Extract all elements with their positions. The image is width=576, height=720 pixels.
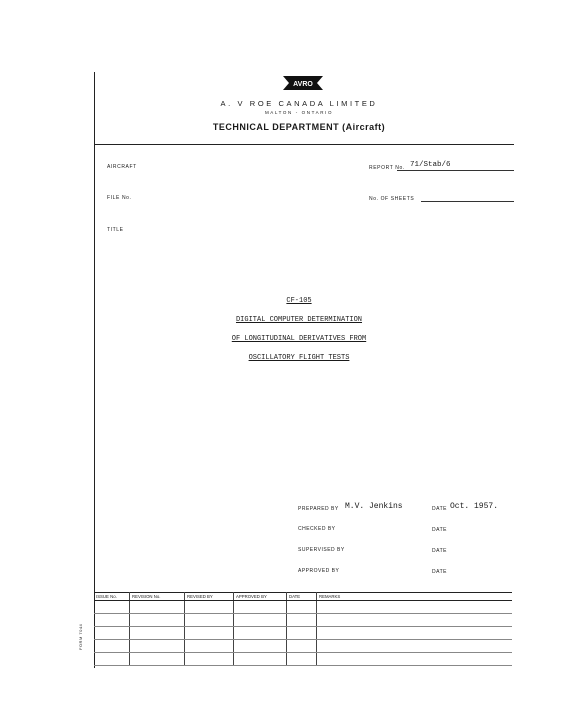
- avro-logo-icon: [281, 73, 325, 93]
- revision-table: [94, 592, 512, 666]
- supervised-by-label: SUPERVISED BY: [298, 547, 345, 553]
- title-line-2: DIGITAL COMPUTER DETERMINATION: [235, 316, 363, 324]
- department-title: TECHNICAL DEPARTMENT (Aircraft): [212, 122, 386, 132]
- title-line-1: CF-105: [286, 297, 312, 305]
- table-row: [94, 627, 512, 640]
- col-approved-by: APPROVED BY: [234, 593, 287, 601]
- table-row: [94, 614, 512, 627]
- aircraft-label: AIRCRAFT: [107, 164, 137, 170]
- sheets-field: [421, 193, 514, 202]
- col-revised-by: REVISED BY: [185, 593, 234, 601]
- company-location: MALTON - ONTARIO: [264, 110, 334, 115]
- prepared-by-label: PREPARED BY: [298, 506, 339, 512]
- col-date: DATE: [287, 593, 317, 601]
- sheets-label: No. OF SHEETS: [369, 196, 415, 202]
- report-no-label: REPORT No.: [369, 165, 405, 171]
- approved-date-label: DATE: [432, 569, 447, 575]
- report-no-value: 71/Stab/6: [410, 161, 451, 169]
- supervised-date-label: DATE: [432, 548, 447, 554]
- prepared-date-label: DATE: [432, 506, 447, 512]
- table-row: [94, 653, 512, 666]
- col-issue-no: ISSUE No.: [94, 593, 130, 601]
- form-number: FORM 7044: [78, 623, 83, 650]
- svg-text:AVRO: AVRO: [293, 81, 313, 88]
- table-row: [94, 601, 512, 614]
- title-line-4: OSCILLATORY FLIGHT TESTS: [248, 354, 350, 362]
- title-label: TITLE: [107, 227, 124, 233]
- table-row: [94, 640, 512, 653]
- title-line-3: OF LONGITUDINAL DERIVATIVES FROM: [231, 335, 367, 343]
- header-divider: [94, 144, 514, 145]
- left-margin-line: [94, 72, 95, 668]
- approved-by-label: APPROVED BY: [298, 568, 340, 574]
- checked-by-label: CHECKED BY: [298, 526, 336, 532]
- company-name: A. V ROE CANADA LIMITED: [220, 99, 378, 108]
- revision-header-row: [94, 593, 512, 601]
- col-revision-no: REVISION No.: [130, 593, 185, 601]
- prepared-by-value: M.V. Jenkins: [345, 502, 403, 511]
- col-remarks: REMARKS: [317, 593, 513, 601]
- prepared-date-value: Oct. 1957.: [450, 502, 499, 511]
- checked-date-label: DATE: [432, 527, 447, 533]
- file-no-label: FILE No.: [107, 195, 132, 201]
